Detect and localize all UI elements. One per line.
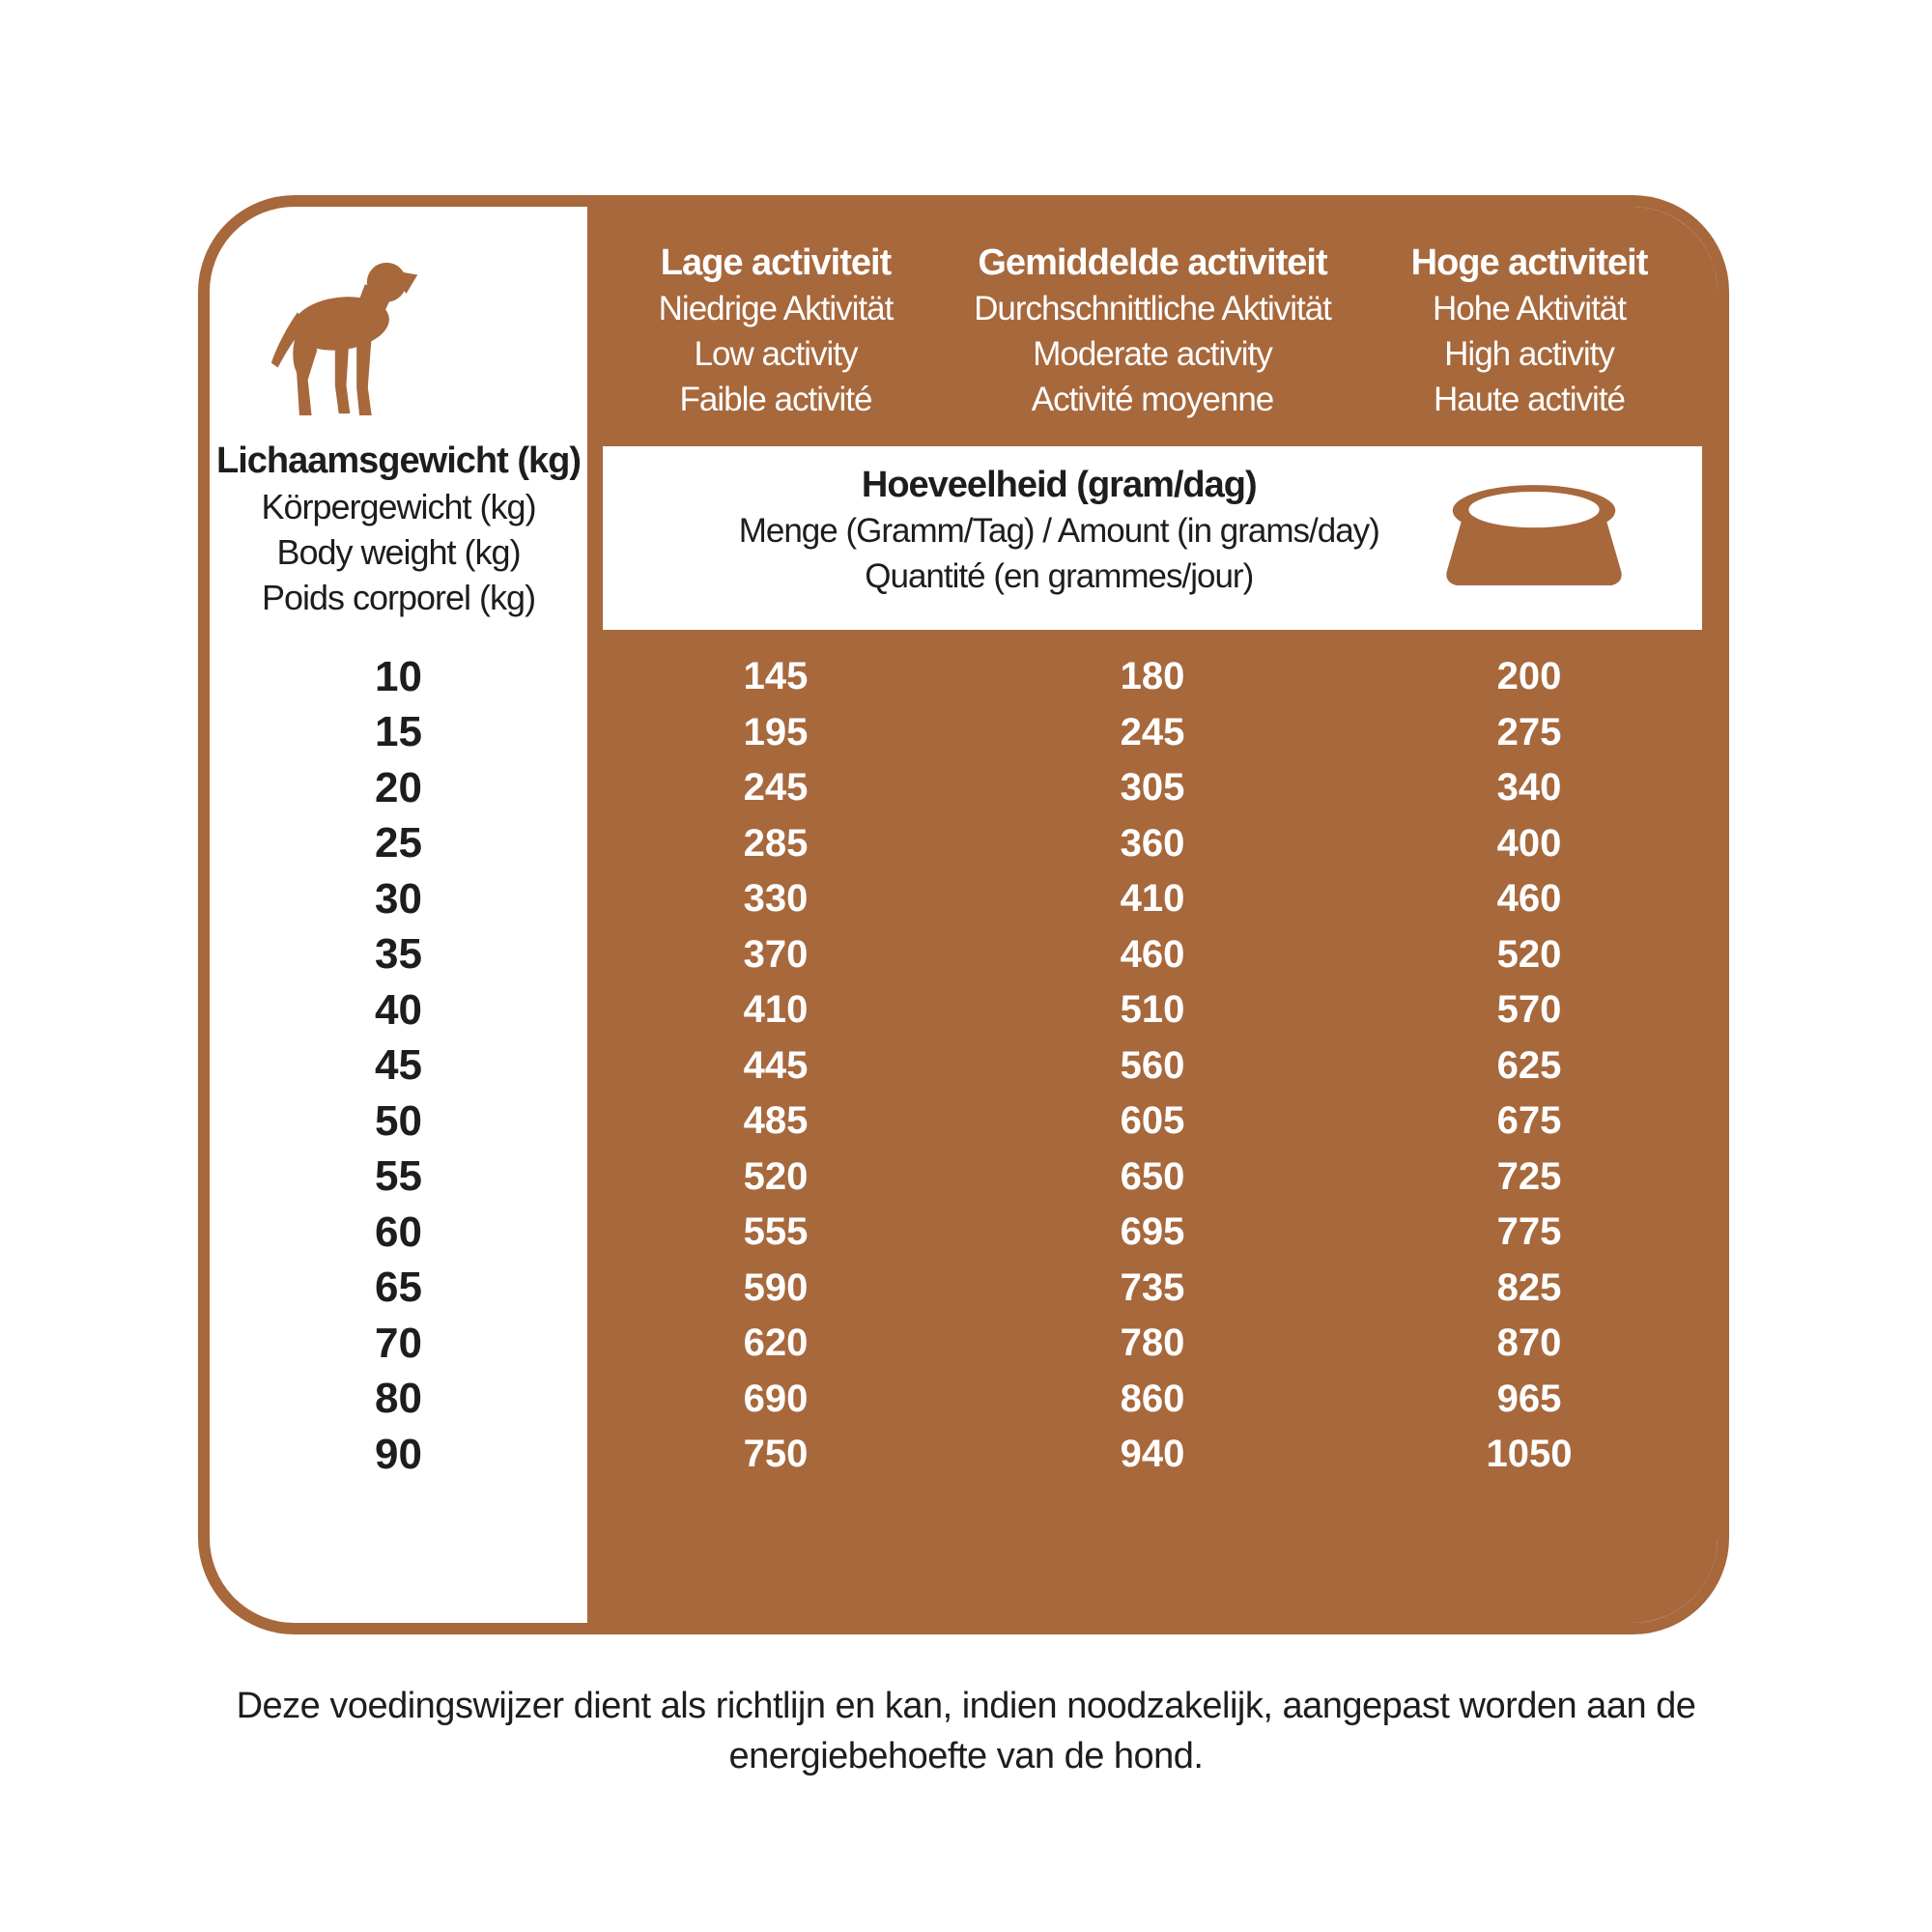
- amount-cell: 410: [1120, 877, 1185, 921]
- amount-cell: 560: [1120, 1043, 1185, 1087]
- amount-cell: 460: [1496, 877, 1562, 921]
- table-row: [210, 1038, 1718, 1094]
- dog-bowl-icon: [1439, 477, 1629, 595]
- amount-cell: 400: [1496, 821, 1562, 865]
- amount-cell: 620: [743, 1321, 809, 1365]
- amount-cell: 775: [1496, 1210, 1562, 1254]
- high-activity-sub-de: Hohe Aktivität: [1433, 290, 1626, 327]
- table-row: [210, 1150, 1718, 1206]
- body-weight-title: Lichaamsgewicht (kg): [216, 440, 581, 481]
- amount-cell: 1050: [1486, 1433, 1573, 1476]
- amount-cell: 245: [743, 766, 809, 810]
- table-row: [210, 760, 1718, 816]
- amount-cell: 520: [743, 1154, 809, 1198]
- amount-cell: 340: [1496, 766, 1562, 810]
- amount-cell: 695: [1120, 1210, 1185, 1254]
- feeding-table: [210, 632, 1718, 1483]
- amount-cell: 275: [1496, 710, 1562, 753]
- weight-cell: 55: [375, 1152, 422, 1201]
- amount-cell: 510: [1120, 988, 1185, 1032]
- amount-cell: 305: [1120, 766, 1185, 810]
- amount-cell: 725: [1496, 1154, 1562, 1198]
- weight-cell: 25: [375, 819, 422, 867]
- amount-cell: 180: [1120, 655, 1185, 698]
- amount-cell: 195: [743, 710, 809, 753]
- weight-cell: 40: [375, 985, 422, 1034]
- amount-cell: 965: [1496, 1377, 1562, 1420]
- weight-cell: 10: [375, 652, 422, 700]
- weight-cell: 65: [375, 1264, 422, 1312]
- amount-cell: 445: [743, 1043, 809, 1087]
- amount-cell: 940: [1120, 1433, 1185, 1476]
- amount-cell: 870: [1496, 1321, 1562, 1365]
- footer-note-line2: energiebehoefte van de hond.: [728, 1736, 1204, 1776]
- table-row: [210, 1094, 1718, 1150]
- amount-cell: 245: [1120, 710, 1185, 753]
- amount-subtitle-de-en: Menge (Gramm/Tag) / Amount (in grams/day): [738, 512, 1379, 550]
- footer-note-line1: Deze voedingswijzer dient als richtlijn en kan, indien noodzakelijk, aangepast worden aan de: [236, 1686, 1696, 1726]
- weight-cell: 80: [375, 1375, 422, 1423]
- amount-cell: 370: [743, 932, 809, 976]
- high-activity-sub-en: High activity: [1444, 335, 1614, 373]
- amount-title: Hoeveelheid (gram/dag): [861, 465, 1257, 505]
- column-low-activity: [587, 240, 964, 422]
- table-row: [210, 1427, 1718, 1483]
- amount-band: [603, 446, 1702, 630]
- dog-silhouette-icon: [266, 243, 425, 432]
- weight-cell: 20: [375, 763, 422, 811]
- amount-cell: 625: [1496, 1043, 1562, 1087]
- moderate-activity-title: Gemiddelde activiteit: [978, 242, 1327, 283]
- amount-cell: 780: [1120, 1321, 1185, 1365]
- amount-cell: 750: [743, 1433, 809, 1476]
- low-activity-sub-de: Niedrige Aktivität: [658, 290, 894, 327]
- weight-cell: 45: [375, 1041, 422, 1090]
- weight-cell: 15: [375, 708, 422, 756]
- weight-cell: 50: [375, 1096, 422, 1145]
- amount-cell: 330: [743, 877, 809, 921]
- table-row: [210, 705, 1718, 761]
- weight-cell: 60: [375, 1208, 422, 1256]
- amount-cell: 410: [743, 988, 809, 1032]
- amount-cell: 690: [743, 1377, 809, 1420]
- amount-cell: 675: [1496, 1099, 1562, 1143]
- amount-cell: 590: [743, 1265, 809, 1309]
- column-moderate-activity: [964, 240, 1341, 422]
- amount-cell: 520: [1496, 932, 1562, 976]
- footer-note: [0, 1681, 1932, 1781]
- column-high-activity: [1341, 240, 1718, 422]
- amount-cell: 735: [1120, 1265, 1185, 1309]
- amount-cell: 650: [1120, 1154, 1185, 1198]
- table-row: [210, 1261, 1718, 1317]
- amount-subtitle-fr: Quantité (en grammes/jour): [865, 557, 1254, 595]
- weight-cell: 90: [375, 1430, 422, 1478]
- low-activity-title: Lage activiteit: [660, 242, 892, 283]
- moderate-activity-sub-en: Moderate activity: [1033, 335, 1272, 373]
- amount-cell: 145: [743, 655, 809, 698]
- low-activity-sub-fr: Faible activité: [679, 381, 872, 418]
- amount-cell: 485: [743, 1099, 809, 1143]
- amount-cell: 360: [1120, 821, 1185, 865]
- table-row: [210, 927, 1718, 983]
- weight-cell: 35: [375, 930, 422, 979]
- weight-cell: 70: [375, 1319, 422, 1367]
- table-row: [210, 982, 1718, 1038]
- low-activity-sub-en: Low activity: [694, 335, 858, 373]
- table-row: [210, 649, 1718, 705]
- body-weight-subtitle-en: Body weight (kg): [276, 532, 521, 572]
- weight-cell: 30: [375, 874, 422, 923]
- amount-cell: 200: [1496, 655, 1562, 698]
- amount-cell: 285: [743, 821, 809, 865]
- table-row: [210, 1205, 1718, 1261]
- table-row: [210, 871, 1718, 927]
- amount-band-text: [603, 462, 1516, 599]
- amount-cell: 605: [1120, 1099, 1185, 1143]
- moderate-activity-sub-de: Durchschnittliche Aktivität: [974, 290, 1331, 327]
- body-weight-subtitle-fr: Poids corporel (kg): [261, 578, 536, 617]
- body-weight-subtitle-de: Körpergewicht (kg): [261, 487, 536, 526]
- amount-cell: 860: [1120, 1377, 1185, 1420]
- feeding-guide-card: [198, 195, 1729, 1634]
- high-activity-title: Hoge activiteit: [1410, 242, 1648, 283]
- table-row: [210, 816, 1718, 872]
- amount-cell: 570: [1496, 988, 1562, 1032]
- body-weight-header: [210, 439, 587, 620]
- table-row: [210, 1316, 1718, 1372]
- activity-column-headers: [587, 240, 1718, 422]
- amount-cell: 825: [1496, 1265, 1562, 1309]
- high-activity-sub-fr: Haute activité: [1433, 381, 1626, 418]
- amount-cell: 460: [1120, 932, 1185, 976]
- table-row: [210, 1372, 1718, 1428]
- moderate-activity-sub-fr: Activité moyenne: [1031, 381, 1274, 418]
- amount-cell: 555: [743, 1210, 809, 1254]
